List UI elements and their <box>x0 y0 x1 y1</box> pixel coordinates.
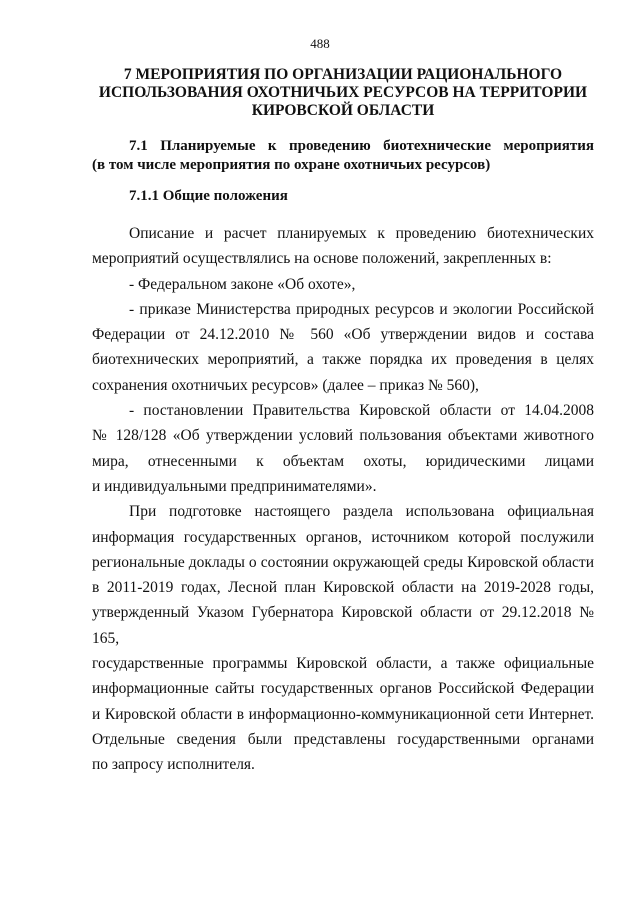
paragraph-line: информация государственных органов, источником которой послужили <box>92 528 594 546</box>
paragraph-line: Федерации от 24.12.2010 № 560 «Об утверждении видов и состава <box>92 326 594 344</box>
chapter-title-line: 7 МЕРОПРИЯТИЯ ПО ОРГАНИЗАЦИИ РАЦИОНАЛЬНОГО <box>123 66 563 83</box>
paragraph-line: и Кировской области в информационно-коммуникационной сети Интернет. <box>92 705 594 723</box>
paragraph-line: При подготовке настоящего раздела использована официальная <box>129 503 594 521</box>
paragraph-line: Отдельные сведения были представлены государственными органами <box>92 730 594 748</box>
paragraph-line: мероприятий осуществлялись на основе положений, закрепленных в: <box>92 250 552 268</box>
chapter-title-line: ИСПОЛЬЗОВАНИЯ ОХОТНИЧЬИХ РЕСУРСОВ НА ТЕРРИТОРИИ <box>98 84 588 101</box>
paragraph-line: утвержденный Указом Губернатора Кировской области от 29.12.2018 № 165, <box>92 604 594 647</box>
section-heading-7-1-1: 7.1.1 Общие положения <box>129 188 288 204</box>
body-text <box>92 221 594 778</box>
section-heading-7-1 <box>92 137 594 175</box>
page-number: 488 <box>310 36 330 51</box>
section-heading-line: (в том числе мероприятия по охране охотничьих ресурсов) <box>92 157 491 173</box>
paragraph-line: № 128/128 «Об утверждении условий пользования объектами животного <box>92 427 594 445</box>
section-heading-line: 7.1 Планируемые к проведению биотехнические мероприятия <box>129 138 594 154</box>
paragraph-line: сохранения охотничьих ресурсов» (далее – приказ № 560), <box>92 376 479 394</box>
paragraph-line: биотехнических мероприятий, а также порядка их проведения в целях <box>92 351 594 369</box>
paragraph-line: в 2011-2019 годах, Лесной план Кировской области на 2019-2028 годы, <box>92 579 594 597</box>
chapter-title-line: КИРОВСКОЙ ОБЛАСТИ <box>251 102 435 119</box>
paragraph-line: государственные программы Кировской области, а также официальные <box>92 655 594 673</box>
paragraph-line: - постановлении Правительства Кировской области от 14.04.2008 <box>129 402 594 420</box>
chapter-title <box>92 66 594 120</box>
paragraph-line: информационные сайты государственных органов Российской Федерации <box>92 680 594 698</box>
paragraph-line: - приказе Министерства природных ресурсов и экологии Российской <box>129 300 594 318</box>
paragraph-line: Описание и расчет планируемых к проведению биотехнических <box>129 225 594 242</box>
paragraph-line: по запросу исполнителя. <box>92 756 255 774</box>
paragraph-line: мира, отнесенными к объектам охоты, юридическими лицами <box>92 452 594 470</box>
paragraph-line: - Федеральном законе «Об охоте», <box>129 275 356 293</box>
paragraph-line: региональные доклады о состоянии окружающей среды Кировской области <box>92 553 594 571</box>
paragraph-line: и индивидуальными предпринимателями». <box>92 477 377 495</box>
